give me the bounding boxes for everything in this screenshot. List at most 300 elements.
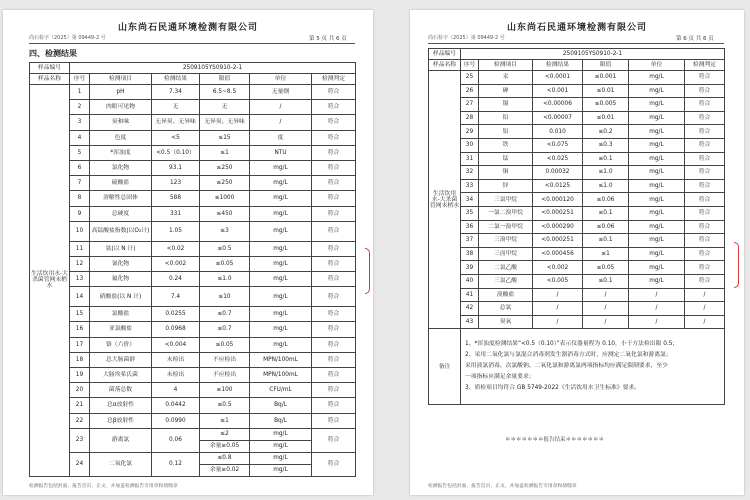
row-number: 16	[70, 322, 90, 337]
test-result: <0.000120	[533, 193, 583, 207]
note-line: 一项指标应满足余量要求；	[465, 374, 535, 381]
unit: mg/L	[629, 274, 685, 288]
table-row	[30, 241, 356, 256]
limit-value: ≤0.01	[583, 84, 629, 98]
test-item: pH	[90, 85, 152, 100]
limit-value: ≤0.5	[200, 398, 250, 413]
limit-value: ≤0.05	[200, 337, 250, 352]
test-item: 肉眼可见物	[90, 100, 152, 115]
table-row	[429, 206, 725, 220]
test-result: <0.025	[533, 152, 583, 166]
verdict: 符合	[312, 413, 356, 428]
row-number: 35	[461, 206, 479, 220]
verdict: 符合	[312, 398, 356, 413]
table-row	[30, 130, 356, 145]
test-item: 总α放射性	[90, 398, 152, 413]
column-header: 检测项目	[90, 74, 152, 85]
verdict: 符合	[685, 206, 725, 220]
test-result: 0.0255	[152, 307, 200, 322]
row-number: 27	[461, 98, 479, 112]
verdict: 符合	[312, 160, 356, 175]
unit: /	[250, 100, 312, 115]
test-result: /	[533, 288, 583, 302]
sample-no: 2509105YS0910-2-1	[70, 63, 356, 74]
table-row	[30, 221, 356, 241]
unit: mg/L	[250, 337, 312, 352]
test-item: 三卤甲烷	[479, 247, 533, 261]
test-result: /	[533, 315, 583, 329]
row-number: 39	[461, 261, 479, 275]
unit: /	[629, 302, 685, 316]
row-number: 40	[461, 274, 479, 288]
limit-value: ≤0.1	[583, 206, 629, 220]
row-number: 11	[70, 241, 90, 256]
test-result: <0.002	[152, 256, 200, 271]
test-result: 0.06	[152, 428, 200, 452]
row-number: 26	[461, 84, 479, 98]
unit: mg/L	[250, 221, 312, 241]
test-result: 无	[152, 100, 200, 115]
verdict: 符合	[312, 85, 356, 100]
test-result: 4	[152, 383, 200, 398]
test-item: 高锰酸盐指数(以O₂计)	[90, 221, 152, 241]
test-item: 臭和味	[90, 115, 152, 130]
table-row	[30, 428, 356, 440]
verdict: 符合	[312, 130, 356, 145]
limit-value: 无异臭、无异味	[200, 115, 250, 130]
test-result: <0.00007	[533, 111, 583, 125]
verdict: /	[685, 315, 725, 329]
verdict: 符合	[685, 98, 725, 112]
limit-value: ≤0.001	[583, 71, 629, 85]
test-result: 93.1	[152, 160, 200, 175]
limit-value: ≤0.01	[583, 111, 629, 125]
row-number: 3	[70, 115, 90, 130]
test-item: 三溴甲烷	[479, 234, 533, 248]
report-number: 尚石检字（2025）第 09449-2 号	[29, 35, 106, 41]
verdict: 符合	[312, 272, 356, 287]
unit: mg/L	[250, 428, 312, 440]
header-rule	[428, 43, 724, 44]
results-table-right	[428, 48, 725, 405]
verdict: 符合	[312, 115, 356, 130]
table-row	[30, 256, 356, 271]
unit: mg/L	[250, 176, 312, 191]
header-rule	[29, 43, 355, 44]
table-row	[30, 368, 356, 383]
row-number: 33	[461, 179, 479, 193]
limit-value: /	[583, 302, 629, 316]
limit-value: /	[583, 315, 629, 329]
report-end-mark: ＊＊＊＊＊＊＊报告结束＊＊＊＊＊＊＊	[505, 437, 605, 443]
verdict: 符合	[312, 100, 356, 115]
test-item: 锌	[479, 179, 533, 193]
column-header: 检测项目	[479, 60, 533, 71]
verdict: 符合	[312, 191, 356, 206]
row-number: 2	[70, 100, 90, 115]
table-header-row	[30, 74, 356, 85]
row-number: 42	[461, 302, 479, 316]
test-item: 汞	[479, 71, 533, 85]
table-row	[429, 138, 725, 152]
table-row	[429, 261, 725, 275]
limit-value: ≤0.8	[200, 452, 250, 464]
section-title: 四、检测结果	[29, 49, 77, 58]
test-result: 无异臭、无异味	[152, 115, 200, 130]
results-table-left	[29, 62, 356, 477]
test-item: 三氯乙酸	[479, 274, 533, 288]
test-item: 铬（六价）	[90, 337, 152, 352]
limit-value: 余量≥0.05	[200, 440, 250, 452]
test-result: <0.0125	[533, 179, 583, 193]
row-number: 38	[461, 247, 479, 261]
table-row	[30, 383, 356, 398]
test-item: 氯化物	[90, 160, 152, 175]
table-row	[30, 272, 356, 287]
verdict: 符合	[685, 220, 725, 234]
limit-value: ≤1	[200, 413, 250, 428]
table-row	[30, 352, 356, 367]
row-number: 22	[70, 413, 90, 428]
unit: mg/L	[250, 241, 312, 256]
table-row	[30, 337, 356, 352]
table-row	[429, 152, 725, 166]
row-number: 18	[70, 352, 90, 367]
test-result: 123	[152, 176, 200, 191]
company-title: 山东尚石民通环境检测有限公司	[117, 23, 258, 33]
test-result: 1.05	[152, 221, 200, 241]
verdict: 符合	[685, 111, 725, 125]
verdict: 符合	[312, 368, 356, 383]
test-item: 溶解性总固体	[90, 191, 152, 206]
test-item: 臭氧	[479, 315, 533, 329]
row-number: 6	[70, 160, 90, 175]
test-item: 色度	[90, 130, 152, 145]
test-result: <0.000456	[533, 247, 583, 261]
limit-value: ≤0.1	[583, 152, 629, 166]
limit-value: 余量≥0.02	[200, 464, 250, 476]
verdict: 符合	[685, 84, 725, 98]
limit-value: ≤1.0	[200, 272, 250, 287]
note-line: 3、质检项目均符合 GB 5749-2022《生活饮用水卫生标准》要求。	[465, 385, 640, 392]
limit-value: /	[583, 288, 629, 302]
verdict: 符合	[685, 247, 725, 261]
test-item: 氯酸盐	[90, 307, 152, 322]
verdict: 符合	[312, 322, 356, 337]
unit: mg/L	[250, 307, 312, 322]
test-item: 一氯二溴甲烷	[479, 206, 533, 220]
test-result: <0.001	[533, 84, 583, 98]
verdict: 符合	[312, 241, 356, 256]
table-row	[30, 191, 356, 206]
test-result: 588	[152, 191, 200, 206]
seam-stamp	[365, 248, 370, 294]
unit: mg/L	[629, 111, 685, 125]
verdict: /	[685, 288, 725, 302]
sample-name: 生活饮用水-大杀菌管网末梢水	[429, 71, 461, 329]
test-result: 0.0990	[152, 413, 200, 428]
limit-value: ≤0.1	[583, 274, 629, 288]
test-item: 氰化物	[90, 256, 152, 271]
test-result: 0.12	[152, 452, 200, 476]
limit-value: ≤0.7	[200, 307, 250, 322]
note-line: 1、*浑浊度检测结果“<0.5（0.10）”表示仪器量程为 0.10，小于方法检出限 0.5；	[465, 341, 679, 348]
unit: MPN/100mL	[250, 368, 312, 383]
test-item: 铝	[479, 125, 533, 139]
notes-text	[461, 329, 725, 405]
test-result: 未检出	[152, 368, 200, 383]
column-header: 限值	[583, 60, 629, 71]
table-row	[30, 145, 356, 160]
test-item: 大肠埃希氏菌	[90, 368, 152, 383]
column-header: 检测判定	[685, 60, 725, 71]
footer-note: 检测报告包括封面、报告首页、正文、并加盖检测报告专用章和骑缝章	[428, 484, 577, 489]
report-page-6	[410, 10, 744, 495]
unit: mg/L	[629, 84, 685, 98]
test-item: 三氯甲烷	[479, 193, 533, 207]
unit: mg/L	[629, 152, 685, 166]
row-number: 1	[70, 85, 90, 100]
limit-value: ≤450	[200, 206, 250, 221]
limit-value: ≤0.1	[583, 234, 629, 248]
sample-no-label: 样品编号	[30, 63, 70, 74]
test-item: 总硬度	[90, 206, 152, 221]
table-row	[30, 206, 356, 221]
row-number: 23	[70, 428, 90, 452]
unit: mg/L	[250, 272, 312, 287]
verdict: 符合	[685, 71, 725, 85]
test-result: 0.00032	[533, 166, 583, 180]
row-number: 24	[70, 452, 90, 476]
test-result: 0.0442	[152, 398, 200, 413]
verdict: 符合	[312, 428, 356, 452]
test-result: <5	[152, 130, 200, 145]
test-result: 7.4	[152, 287, 200, 307]
table-row	[429, 247, 725, 261]
table-row	[429, 288, 725, 302]
test-result: /	[533, 302, 583, 316]
test-result: 331	[152, 206, 200, 221]
limit-value: 不应检出	[200, 352, 250, 367]
unit: mg/L	[629, 220, 685, 234]
table-row	[429, 111, 725, 125]
column-header: 序号	[461, 60, 479, 71]
test-item: 硫酸盐	[90, 176, 152, 191]
verdict: 符合	[685, 138, 725, 152]
table-row	[30, 452, 356, 464]
limit-value: ≤1000	[200, 191, 250, 206]
row-number: 29	[461, 125, 479, 139]
test-item: 二氧化氯	[90, 452, 152, 476]
row-number: 41	[461, 288, 479, 302]
limit-value: ≤0.05	[200, 256, 250, 271]
row-number: 37	[461, 234, 479, 248]
test-item: 锰	[479, 152, 533, 166]
limit-value: 无	[200, 100, 250, 115]
table-row	[30, 413, 356, 428]
limit-value: ≤15	[200, 130, 250, 145]
limit-value: 6.5~8.5	[200, 85, 250, 100]
test-result: <0.5（0.10）	[152, 145, 200, 160]
row-number: 36	[461, 220, 479, 234]
table-row	[30, 307, 356, 322]
report-page-5	[3, 10, 373, 495]
unit: mg/L	[629, 206, 685, 220]
verdict: 符合	[312, 176, 356, 191]
limit-value: ≤1	[583, 247, 629, 261]
table-row	[30, 85, 356, 100]
test-item: 亚氯酸盐	[90, 322, 152, 337]
unit: /	[629, 288, 685, 302]
table-row	[429, 166, 725, 180]
verdict: 符合	[312, 256, 356, 271]
verdict: /	[685, 302, 725, 316]
unit: mg/L	[250, 191, 312, 206]
test-item: 二氯乙酸	[479, 261, 533, 275]
row-number: 4	[70, 130, 90, 145]
notes-row	[429, 329, 725, 405]
test-result: 0.010	[533, 125, 583, 139]
verdict: 符合	[312, 206, 356, 221]
test-result: 0.0968	[152, 322, 200, 337]
unit: mg/L	[629, 125, 685, 139]
test-item: 硝酸盐(以 N 计)	[90, 287, 152, 307]
verdict: 符合	[312, 452, 356, 476]
page-number: 第 5 页 共 6 页	[309, 36, 347, 42]
unit: /	[250, 115, 312, 130]
row-number: 15	[70, 307, 90, 322]
row-number: 14	[70, 287, 90, 307]
row-number: 43	[461, 315, 479, 329]
unit: mg/L	[629, 193, 685, 207]
test-result: <0.002	[533, 261, 583, 275]
table-row	[30, 322, 356, 337]
verdict: 符合	[685, 152, 725, 166]
table-row	[30, 287, 356, 307]
row-number: 21	[70, 398, 90, 413]
verdict: 符合	[312, 307, 356, 322]
report-number: 尚石检字（2025）第 09449-2 号	[428, 35, 505, 41]
test-result: <0.000251	[533, 234, 583, 248]
test-result: <0.02	[152, 241, 200, 256]
test-item: 氨(以 N 计)	[90, 241, 152, 256]
unit: mg/L	[250, 440, 312, 452]
verdict: 符合	[685, 125, 725, 139]
sample-name: 生活饮用水-大杀菌管网末梢水	[30, 85, 70, 477]
unit: mg/L	[629, 234, 685, 248]
table-row	[30, 176, 356, 191]
note-line: 2、采用二氧化氯与氯混合消毒剂发生器消毒方式时，应测定二氧化氯和游离氯；	[465, 352, 672, 359]
column-header: 单位	[250, 74, 312, 85]
verdict: 符合	[685, 179, 725, 193]
unit: mg/L	[629, 166, 685, 180]
column-header: 检测结果	[152, 74, 200, 85]
test-result: 7.34	[152, 85, 200, 100]
test-item: 总β放射性	[90, 413, 152, 428]
test-result: <0.0001	[533, 71, 583, 85]
column-header: 检测判定	[312, 74, 356, 85]
test-item: 镉	[479, 98, 533, 112]
test-result: 未检出	[152, 352, 200, 367]
footer-note: 检测报告包括封面、报告首页、正文、并加盖检测报告专用章和骑缝章	[29, 484, 178, 489]
limit-value: ≤1.0	[583, 179, 629, 193]
test-item: 游离氯	[90, 428, 152, 452]
test-item: 氟化物	[90, 272, 152, 287]
limit-value: ≤0.05	[583, 261, 629, 275]
limit-value: ≤2	[200, 428, 250, 440]
company-title: 山东尚石民通环境检测有限公司	[506, 23, 647, 33]
limit-value: ≤1.0	[583, 166, 629, 180]
limit-value: 不应检出	[200, 368, 250, 383]
unit: mg/L	[629, 98, 685, 112]
table-row	[429, 315, 725, 329]
row-number: 32	[461, 166, 479, 180]
table-row	[30, 398, 356, 413]
unit: mg/L	[250, 322, 312, 337]
unit: mg/L	[629, 71, 685, 85]
verdict: 符合	[312, 383, 356, 398]
row-number: 20	[70, 383, 90, 398]
limit-value: ≤0.3	[583, 138, 629, 152]
notes-label: 备注	[429, 329, 461, 405]
table-row	[429, 71, 725, 85]
table-row	[429, 234, 725, 248]
table-row	[429, 274, 725, 288]
unit: mg/L	[250, 206, 312, 221]
limit-value: ≤0.005	[583, 98, 629, 112]
unit: Bq/L	[250, 398, 312, 413]
table-row	[30, 100, 356, 115]
column-header: 检测结果	[533, 60, 583, 71]
unit: mg/L	[250, 452, 312, 464]
verdict: 符合	[685, 166, 725, 180]
limit-value: ≤250	[200, 160, 250, 175]
row-number: 10	[70, 221, 90, 241]
test-item: 铁	[479, 138, 533, 152]
verdict: 符合	[685, 193, 725, 207]
verdict: 符合	[312, 337, 356, 352]
table-row	[429, 179, 725, 193]
row-number: 17	[70, 337, 90, 352]
column-header: 样品名称	[429, 60, 461, 71]
row-number: 13	[70, 272, 90, 287]
column-header: 限值	[200, 74, 250, 85]
unit: 度	[250, 130, 312, 145]
limit-value: ≤0.7	[200, 322, 250, 337]
unit: mg/L	[629, 138, 685, 152]
limit-value: ≤0.5	[200, 241, 250, 256]
table-row	[429, 302, 725, 316]
unit: mg/L	[250, 287, 312, 307]
verdict: 符合	[312, 287, 356, 307]
limit-value: ≤0.06	[583, 220, 629, 234]
unit: mg/L	[250, 160, 312, 175]
sample-no: 2509105YS0910-2-1	[461, 49, 725, 60]
test-result: <0.005	[533, 274, 583, 288]
table-row	[429, 98, 725, 112]
unit: mg/L	[250, 464, 312, 476]
limit-value: ≤100	[200, 383, 250, 398]
test-item: 菌落总数	[90, 383, 152, 398]
table-row	[429, 125, 725, 139]
unit: MPN/100mL	[250, 352, 312, 367]
table-header-row	[429, 60, 725, 71]
unit: NTU	[250, 145, 312, 160]
row-number: 30	[461, 138, 479, 152]
test-item: 铅	[479, 111, 533, 125]
unit: mg/L	[629, 261, 685, 275]
verdict: 符合	[685, 234, 725, 248]
